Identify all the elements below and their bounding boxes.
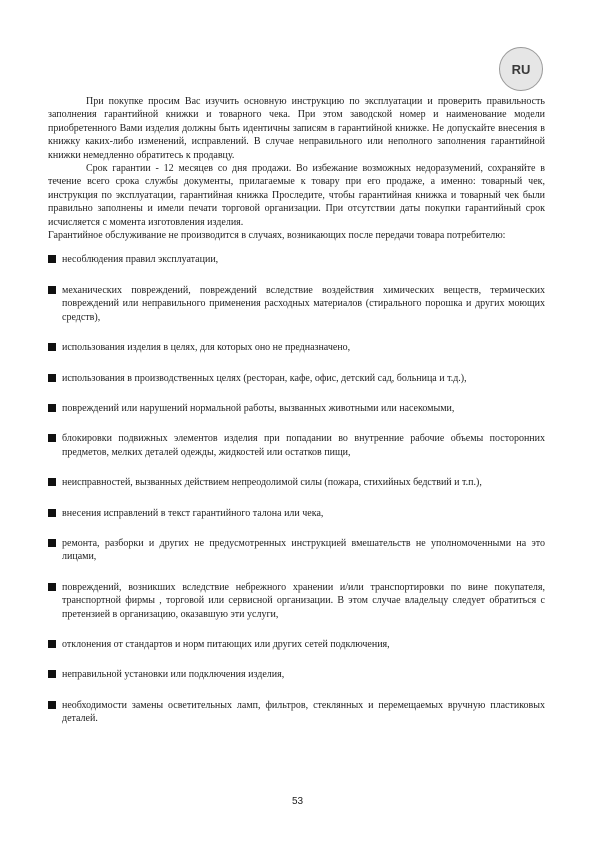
list-item	[48, 537, 545, 564]
square-bullet-icon	[48, 434, 56, 442]
list-item-text: блокировки подвижных элементов изделия при попадании во внутренние рабочие объемы посторонних предметов, мелких деталей одежды, жидкостей или остатков пищи,	[62, 433, 545, 458]
list-item	[48, 402, 545, 415]
list-item	[48, 341, 545, 354]
list-item-text: неисправностей, вызванных действием непреодолимой силы (пожара, стихийных бедствий и т.п.),	[62, 477, 482, 489]
intro-paragraph-3: Гарантийное обслуживание не производится в случаях, возникающих после передачи товара потребителю:	[48, 230, 506, 242]
list-item	[48, 581, 545, 621]
intro-paragraph-2: Срок гарантии - 12 месяцев со дня продажи. Во избежание возможных недоразумений, сохраняйте в течение всего срока службы документы, прилагаемые к товару при его продаже, а именно: товарный чек, инструкция по эксплуатации, гарантийная книжка Проследите, чтобы гарантийная книжка и товарный чек были правильно заполнены и имели печати торговой организации. При отсутствии даты покупки гарантийный срок исчисляется с момента изготовления изделия.	[48, 163, 545, 228]
list-item-text: несоблюдения правил эксплуатации,	[62, 254, 219, 266]
list-item	[48, 476, 545, 489]
square-bullet-icon	[48, 583, 56, 591]
list-item	[48, 638, 545, 651]
list-item	[48, 668, 545, 681]
list-item	[48, 699, 545, 726]
square-bullet-icon	[48, 509, 56, 517]
list-item	[48, 432, 545, 459]
conditions-list	[48, 253, 545, 725]
square-bullet-icon	[48, 286, 56, 294]
list-item-text: ремонта, разборки и других не предусмотренных инструкцией вмешательств не уполномоченными на это лицами,	[62, 537, 545, 563]
list-item-text: использования в производственных целях (ресторан, кафе, офис, детский сад, больница и т.д.),	[62, 372, 467, 384]
square-bullet-icon	[48, 670, 56, 678]
list-item	[48, 507, 545, 520]
list-item-text: механических повреждений, повреждений вследствие воздействия химических веществ, термических повреждений или неправильного применения расходных материалов (стирального порошка и других моющих средств),	[62, 284, 545, 323]
list-item	[48, 372, 545, 385]
list-item-text: повреждений, возникших вследствие небрежного хранении и/или транспортировки по вине покупателя, транспортной фирмы , торговой или сервисной организации. В этом случае владельцу следует обратиться с претензией в организацию, оказавшую эти услуги,	[62, 581, 545, 620]
square-bullet-icon	[48, 640, 56, 648]
square-bullet-icon	[48, 701, 56, 709]
square-bullet-icon	[48, 404, 56, 412]
list-item	[48, 253, 545, 266]
square-bullet-icon	[48, 374, 56, 382]
square-bullet-icon	[48, 539, 56, 547]
list-item-text: неправильной установки или подключения изделия,	[62, 669, 285, 681]
list-item-text: повреждений или нарушений нормальной работы, вызванных животными или насекомыми,	[62, 402, 455, 414]
list-item	[48, 284, 545, 324]
list-item-text: необходимости замены осветительных ламп, фильтров, стеклянных и перемещаемых вручную пластиковых деталей.	[62, 699, 545, 725]
list-item-text: использования изделия в целях, для которых оно не предназначено,	[62, 342, 351, 354]
intro-paragraph-1: При покупке просим Вас изучить основную инструкцию по эксплуатации и проверить правильность заполнения гарантийной книжки и товарного чека. При этом заводской номер и наименование модели приобретенного Вами изделия должны быть идентичны записям в гарантийной книжке. Не допускайте внесения в книжку каких-либо изменений, исправлений. В случае неправильного или неполного заполнения гарантийной книжки немедленно обратитесь к продавцу.	[48, 96, 545, 161]
list-item-text: внесения исправлений в текст гарантийного талона или чека,	[62, 507, 324, 519]
warranty-text	[48, 95, 545, 726]
page-number: 53	[291, 796, 304, 807]
square-bullet-icon	[48, 255, 56, 263]
language-badge: RU	[499, 47, 543, 91]
square-bullet-icon	[48, 343, 56, 351]
list-item-text: отклонения от стандартов и норм питающих или других сетей подключения,	[62, 638, 390, 650]
square-bullet-icon	[48, 478, 56, 486]
